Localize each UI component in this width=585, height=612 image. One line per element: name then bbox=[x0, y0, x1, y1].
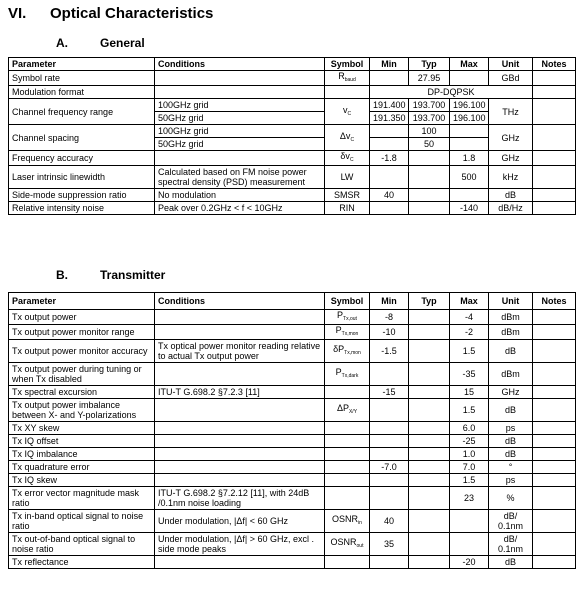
cell-sym bbox=[325, 71, 370, 86]
cell-cond bbox=[155, 435, 325, 448]
general-table bbox=[8, 57, 576, 215]
cell-max: -25 bbox=[450, 435, 489, 448]
cell-notes bbox=[533, 363, 576, 386]
symbol-text: v bbox=[342, 104, 348, 115]
cell-max: 7.0 bbox=[450, 461, 489, 474]
cell-cond bbox=[155, 448, 325, 461]
cell-min bbox=[370, 71, 409, 86]
cell-sym bbox=[325, 99, 370, 125]
symbol-sub: out bbox=[356, 543, 364, 549]
cell-unit: dB/Hz bbox=[489, 202, 533, 215]
cell-unit: dB bbox=[489, 435, 533, 448]
cell-unit: GHz bbox=[489, 386, 533, 399]
cell-typ bbox=[409, 310, 450, 325]
cell-typ bbox=[409, 363, 450, 386]
symbol-text: OSNR bbox=[332, 514, 359, 524]
cell-cond: Tx optical power monitor reading relative to actual Tx output power bbox=[155, 340, 325, 363]
cell-cond: 50GHz grid bbox=[155, 138, 325, 151]
cell-cond: ITU-T G.698.2 §7.2.12 [11], with 24dB /0.1nm noise loading bbox=[155, 487, 325, 510]
cell-sym: SMSR bbox=[325, 189, 370, 202]
cell-sym bbox=[325, 399, 370, 422]
table-row bbox=[9, 166, 576, 189]
header-unit: Unit bbox=[489, 293, 533, 310]
cell-notes bbox=[533, 125, 576, 151]
header-symbol: Symbol bbox=[325, 58, 370, 71]
cell-cond: No modulation bbox=[155, 189, 325, 202]
table-row bbox=[9, 474, 576, 487]
cell-cond bbox=[155, 461, 325, 474]
cell-param: Tx output power during tuning or when Tx disabled bbox=[9, 363, 155, 386]
cell-typ bbox=[409, 487, 450, 510]
cell-sym bbox=[325, 435, 370, 448]
cell-min: -1.5 bbox=[370, 340, 409, 363]
cell-unit: dB bbox=[489, 556, 533, 569]
cell-max: -35 bbox=[450, 363, 489, 386]
cell-sym bbox=[325, 533, 370, 556]
cell-unit: dB bbox=[489, 399, 533, 422]
cell-cond: 100GHz grid bbox=[155, 99, 325, 112]
cell-notes bbox=[533, 448, 576, 461]
cell-cond bbox=[155, 310, 325, 325]
table-row bbox=[9, 399, 576, 422]
cell-cond bbox=[155, 363, 325, 386]
cell-unit: THz bbox=[489, 99, 533, 125]
cell-cond bbox=[155, 86, 325, 99]
cell-param: Tx IQ skew bbox=[9, 474, 155, 487]
header-notes: Notes bbox=[533, 58, 576, 71]
cell-max: -4 bbox=[450, 310, 489, 325]
cell-typ bbox=[409, 435, 450, 448]
cell-min: 191.400 bbox=[370, 99, 409, 112]
symbol-sub: X/Y bbox=[348, 409, 358, 415]
header-symbol: Symbol bbox=[325, 293, 370, 310]
cell-param: Tx IQ offset bbox=[9, 435, 155, 448]
subsection-general-title bbox=[56, 36, 145, 50]
cell-sym bbox=[325, 363, 370, 386]
cell-notes bbox=[533, 435, 576, 448]
cell-param: Tx quadrature error bbox=[9, 461, 155, 474]
symbol-text: P bbox=[337, 310, 344, 320]
symbol-sub: C bbox=[349, 157, 354, 163]
cell-typ bbox=[409, 461, 450, 474]
cell-min: -1.8 bbox=[370, 151, 409, 166]
cell-min: 40 bbox=[370, 189, 409, 202]
cell-max: -20 bbox=[450, 556, 489, 569]
cell-value: DP-DQPSK bbox=[370, 86, 533, 99]
subsection-transmitter-title bbox=[56, 268, 165, 282]
header-unit: Unit bbox=[489, 58, 533, 71]
cell-param: Channel frequency range bbox=[9, 99, 155, 125]
symbol-text: ΔP bbox=[336, 403, 349, 413]
table-row bbox=[9, 189, 576, 202]
cell-sym bbox=[325, 474, 370, 487]
cell-min bbox=[370, 448, 409, 461]
cell-sym bbox=[325, 340, 370, 363]
cell-unit: dB bbox=[489, 340, 533, 363]
cell-cond bbox=[155, 474, 325, 487]
cell-min bbox=[370, 125, 409, 138]
cell-max bbox=[450, 533, 489, 556]
cell-param: Tx output power imbalance between X- and Y-polarizations bbox=[9, 399, 155, 422]
table-row bbox=[9, 325, 576, 340]
cell-min bbox=[370, 556, 409, 569]
cell-min bbox=[370, 138, 409, 151]
table-row bbox=[9, 363, 576, 386]
cell-max: -2 bbox=[450, 325, 489, 340]
cell-cond bbox=[155, 151, 325, 166]
table-row bbox=[9, 461, 576, 474]
table-row bbox=[9, 310, 576, 325]
cell-sym bbox=[325, 461, 370, 474]
cell-typ bbox=[409, 386, 450, 399]
cell-typ bbox=[409, 510, 450, 533]
cell-unit: dBm bbox=[489, 310, 533, 325]
cell-unit: GHz bbox=[489, 151, 533, 166]
cell-min: -10 bbox=[370, 325, 409, 340]
cell-param: Tx output power bbox=[9, 310, 155, 325]
cell-max: 1.0 bbox=[450, 448, 489, 461]
header-min: Min bbox=[370, 293, 409, 310]
cell-param: Modulation format bbox=[9, 86, 155, 99]
cell-min bbox=[370, 166, 409, 189]
cell-param: Relative intensity noise bbox=[9, 202, 155, 215]
table-row bbox=[9, 422, 576, 435]
cell-max: 6.0 bbox=[450, 422, 489, 435]
cell-typ bbox=[409, 422, 450, 435]
table-row bbox=[9, 435, 576, 448]
table-row bbox=[9, 510, 576, 533]
cell-notes bbox=[533, 310, 576, 325]
subsection-general-heading: General bbox=[100, 36, 145, 50]
section-heading: Optical Characteristics bbox=[50, 5, 214, 22]
cell-notes bbox=[533, 71, 576, 86]
header-max: Max bbox=[450, 293, 489, 310]
cell-min bbox=[370, 487, 409, 510]
symbol-text: P bbox=[335, 325, 342, 335]
cell-cond bbox=[155, 325, 325, 340]
symbol-text: δP bbox=[333, 344, 345, 354]
cell-sym bbox=[325, 325, 370, 340]
cell-max: 23 bbox=[450, 487, 489, 510]
cell-max: 1.5 bbox=[450, 474, 489, 487]
transmitter-table bbox=[8, 292, 576, 569]
cell-unit: dBm bbox=[489, 325, 533, 340]
cell-max: 500 bbox=[450, 166, 489, 189]
cell-min: -7.0 bbox=[370, 461, 409, 474]
cell-param: Tx spectral excursion bbox=[9, 386, 155, 399]
cell-sym bbox=[325, 386, 370, 399]
header-parameter: Parameter bbox=[9, 58, 155, 71]
cell-param: Tx XY skew bbox=[9, 422, 155, 435]
header-conditions: Conditions bbox=[155, 293, 325, 310]
cell-typ bbox=[409, 533, 450, 556]
cell-min bbox=[370, 435, 409, 448]
cell-cond bbox=[155, 399, 325, 422]
cell-unit: dB/ 0.1nm bbox=[489, 510, 533, 533]
cell-cond bbox=[155, 422, 325, 435]
symbol-sub: Tx,mon bbox=[341, 331, 359, 337]
cell-unit: ps bbox=[489, 474, 533, 487]
cell-sym bbox=[325, 448, 370, 461]
cell-max: 196.100 bbox=[450, 99, 489, 112]
cell-notes bbox=[533, 325, 576, 340]
cell-notes bbox=[533, 340, 576, 363]
cell-notes bbox=[533, 151, 576, 166]
subsection-transmitter-number: B. bbox=[56, 268, 68, 282]
cell-min bbox=[370, 422, 409, 435]
symbol-sub: C bbox=[347, 110, 352, 117]
cell-notes bbox=[533, 386, 576, 399]
cell-cond: Under modulation, |Δf| > 60 GHz, excl . side mode peaks bbox=[155, 533, 325, 556]
cell-notes bbox=[533, 202, 576, 215]
cell-typ bbox=[409, 474, 450, 487]
cell-notes bbox=[533, 399, 576, 422]
symbol-sub: Tx,out bbox=[343, 316, 357, 322]
cell-notes bbox=[533, 533, 576, 556]
cell-max: 1.8 bbox=[450, 151, 489, 166]
table-row bbox=[9, 340, 576, 363]
cell-typ bbox=[409, 556, 450, 569]
cell-cond: Under modulation, |Δf| < 60 GHz bbox=[155, 510, 325, 533]
cell-unit: GHz bbox=[489, 125, 533, 151]
cell-min: 35 bbox=[370, 533, 409, 556]
cell-param: Frequency accuracy bbox=[9, 151, 155, 166]
cell-cond: Calculated based on FM noise power spectral density (PSD) measurement bbox=[155, 166, 325, 189]
cell-notes bbox=[533, 474, 576, 487]
cell-max bbox=[450, 510, 489, 533]
table-row bbox=[9, 487, 576, 510]
cell-sym bbox=[325, 125, 370, 151]
cell-min: 40 bbox=[370, 510, 409, 533]
cell-typ: 100 bbox=[409, 125, 450, 138]
cell-min bbox=[370, 399, 409, 422]
table-row bbox=[9, 125, 576, 138]
table-row bbox=[9, 86, 576, 99]
table-row bbox=[9, 533, 576, 556]
cell-param: Tx output power monitor range bbox=[9, 325, 155, 340]
symbol-sub: baud bbox=[344, 77, 356, 83]
cell-min bbox=[370, 474, 409, 487]
table-row bbox=[9, 151, 576, 166]
cell-param: Tx in-band optical signal to noise ratio bbox=[9, 510, 155, 533]
cell-param: Tx error vector magnitude mask ratio bbox=[9, 487, 155, 510]
cell-cond: ITU-T G.698.2 §7.2.3 [11] bbox=[155, 386, 325, 399]
cell-min bbox=[370, 363, 409, 386]
cell-min: -8 bbox=[370, 310, 409, 325]
cell-param: Tx reflectance bbox=[9, 556, 155, 569]
cell-cond: 100GHz grid bbox=[155, 125, 325, 138]
cell-cond bbox=[155, 556, 325, 569]
cell-typ bbox=[409, 189, 450, 202]
cell-sym: RIN bbox=[325, 202, 370, 215]
cell-unit: dB/ 0.1nm bbox=[489, 533, 533, 556]
cell-unit: ps bbox=[489, 422, 533, 435]
cell-typ: 50 bbox=[409, 138, 450, 151]
cell-sym bbox=[325, 556, 370, 569]
cell-notes bbox=[533, 556, 576, 569]
header-typ: Typ bbox=[409, 293, 450, 310]
cell-param: Laser intrinsic linewidth bbox=[9, 166, 155, 189]
cell-unit: dB bbox=[489, 448, 533, 461]
cell-notes bbox=[533, 86, 576, 99]
subsection-general-number: A. bbox=[56, 36, 68, 50]
symbol-text: OSNR bbox=[330, 537, 357, 547]
symbol-text: P bbox=[335, 367, 342, 377]
cell-param: Symbol rate bbox=[9, 71, 155, 86]
symbol-sub: Tx,dark bbox=[341, 373, 359, 379]
cell-unit: ° bbox=[489, 461, 533, 474]
symbol-sub: Tx,mon bbox=[344, 350, 361, 356]
cell-typ bbox=[409, 399, 450, 422]
header-min: Min bbox=[370, 58, 409, 71]
section-number: VI. bbox=[8, 5, 27, 22]
cell-cond: Peak over 0.2GHz < f < 10GHz bbox=[155, 202, 325, 215]
cell-min: -15 bbox=[370, 386, 409, 399]
cell-max bbox=[450, 125, 489, 138]
cell-notes bbox=[533, 487, 576, 510]
cell-sym: LW bbox=[325, 166, 370, 189]
cell-max: 1.5 bbox=[450, 340, 489, 363]
cell-sym bbox=[325, 422, 370, 435]
cell-param: Side-mode suppression ratio bbox=[9, 189, 155, 202]
cell-cond bbox=[155, 71, 325, 86]
general-header-row bbox=[9, 58, 576, 71]
cell-typ bbox=[409, 166, 450, 189]
cell-unit: dB bbox=[489, 189, 533, 202]
cell-notes bbox=[533, 189, 576, 202]
cell-typ: 193.700 bbox=[409, 112, 450, 125]
table-row bbox=[9, 448, 576, 461]
cell-max bbox=[450, 138, 489, 151]
cell-typ: 27.95 bbox=[409, 71, 450, 86]
cell-notes bbox=[533, 99, 576, 125]
cell-sym bbox=[325, 86, 370, 99]
cell-max: 15 bbox=[450, 386, 489, 399]
header-typ: Typ bbox=[409, 58, 450, 71]
cell-sym bbox=[325, 310, 370, 325]
cell-unit: kHz bbox=[489, 166, 533, 189]
cell-sym bbox=[325, 151, 370, 166]
cell-param: Tx output power monitor accuracy bbox=[9, 340, 155, 363]
cell-notes bbox=[533, 461, 576, 474]
cell-max: 196.100 bbox=[450, 112, 489, 125]
cell-sym bbox=[325, 510, 370, 533]
cell-unit: % bbox=[489, 487, 533, 510]
cell-max bbox=[450, 189, 489, 202]
table-row bbox=[9, 99, 576, 112]
cell-min: 191.350 bbox=[370, 112, 409, 125]
symbol-text: R bbox=[338, 71, 345, 81]
symbol-sub: C bbox=[350, 136, 355, 143]
header-notes: Notes bbox=[533, 293, 576, 310]
transmitter-body bbox=[9, 310, 576, 569]
cell-typ bbox=[409, 151, 450, 166]
cell-typ bbox=[409, 325, 450, 340]
header-conditions: Conditions bbox=[155, 58, 325, 71]
cell-max: -140 bbox=[450, 202, 489, 215]
table-row bbox=[9, 71, 576, 86]
cell-min bbox=[370, 202, 409, 215]
table-row bbox=[9, 386, 576, 399]
symbol-text: Δv bbox=[339, 130, 351, 141]
cell-sym bbox=[325, 487, 370, 510]
table-row bbox=[9, 556, 576, 569]
cell-max: 1.5 bbox=[450, 399, 489, 422]
cell-typ bbox=[409, 448, 450, 461]
cell-typ: 193.700 bbox=[409, 99, 450, 112]
subsection-transmitter-heading: Transmitter bbox=[100, 268, 166, 282]
header-parameter: Parameter bbox=[9, 293, 155, 310]
cell-notes bbox=[533, 166, 576, 189]
transmitter-header-row bbox=[9, 293, 576, 310]
cell-unit: GBd bbox=[489, 71, 533, 86]
cell-cond: 50GHz grid bbox=[155, 112, 325, 125]
cell-unit: dBm bbox=[489, 363, 533, 386]
table-row bbox=[9, 202, 576, 215]
cell-param: Tx out-of-band optical signal to noise ratio bbox=[9, 533, 155, 556]
cell-param: Channel spacing bbox=[9, 125, 155, 151]
cell-notes bbox=[533, 422, 576, 435]
cell-typ bbox=[409, 202, 450, 215]
symbol-sub: in bbox=[358, 520, 362, 526]
section-title bbox=[8, 5, 213, 22]
cell-param: Tx IQ imbalance bbox=[9, 448, 155, 461]
cell-notes bbox=[533, 510, 576, 533]
cell-max bbox=[450, 71, 489, 86]
header-max: Max bbox=[450, 58, 489, 71]
cell-typ bbox=[409, 340, 450, 363]
symbol-text: δv bbox=[340, 151, 350, 161]
